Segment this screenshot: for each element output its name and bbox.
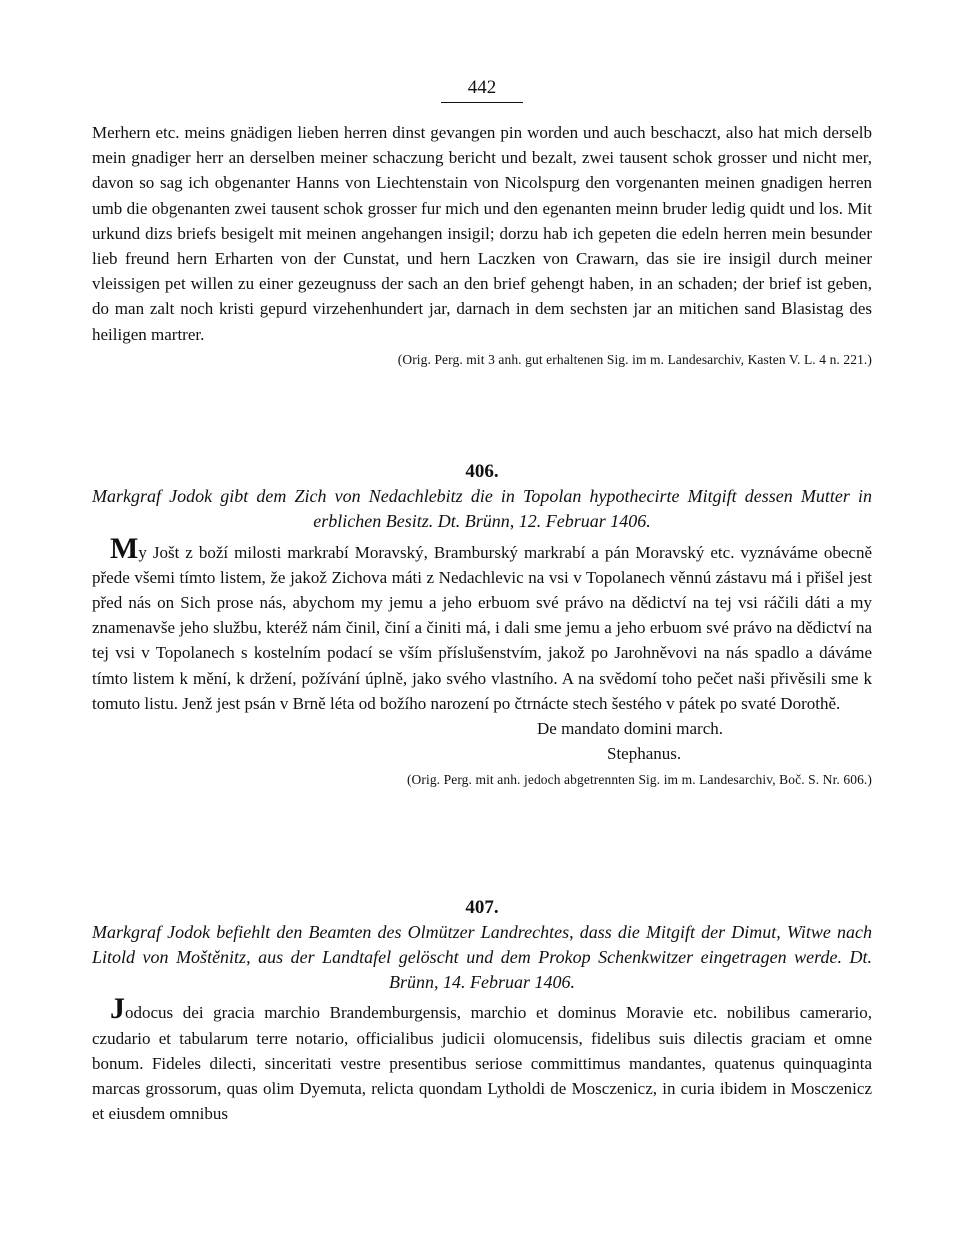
document-page <box>92 76 872 1124</box>
document-406 <box>92 460 872 790</box>
page-number-rule <box>441 102 523 103</box>
page-number: 442 <box>467 77 497 98</box>
initial-letter: J <box>110 992 125 1026</box>
document-text-body: odocus dei gracia marchio Brandemburgensis, marchio et dominus Moravie etc. nobilibus camerario, czudario et tabularum terre notario, officialibus judicii olomucensis, fidelibus suis dilectis graciam et omne bonum. Fideles dilecti, sinceritati vestre presentibus seriose committimus mandantes, quatenus quinquaginta marcas grossorum, quas olim Dyemuta, relicta quondam Lytholdi de Mosczenicz, in curia ibidem in Mosczenicz et eiusdem omnibus <box>92 1003 872 1124</box>
document-number: 406. <box>465 461 499 482</box>
document-heading: Markgraf Jodok gibt dem Zich von Nedachlebitz die in Topolan hypothecirte Mitgift dessen Mutter in erblichen Besitz. Dt. Brünn, 12. Februar 1406. <box>92 486 872 531</box>
document-heading: Markgraf Jodok befiehlt den Beamten des Olmützer Landrechtes, dass die Mitgift der Dimut, Witwe nach Litold von Moštěnitz, aus der Landtafel gelöscht und dem Prokop Schenkwitzer eingetragen werde. Dt. Brünn, 14. Februar 1406. <box>92 922 872 992</box>
source-note: (Orig. Perg. mit anh. jedoch abgetrennten Sig. im m. Landesarchiv, Boč. S. Nr. 606.) <box>406 772 872 788</box>
document-number: 407. <box>465 897 499 918</box>
initial-letter: M <box>110 531 139 565</box>
source-note: (Orig. Perg. mit 3 anh. gut erhaltenen Sig. im m. Landesarchiv, Kasten V. L. 4 n. 221.) <box>397 351 872 367</box>
document-407 <box>92 896 872 1126</box>
signature-line: De mandato domini march. <box>537 719 724 739</box>
document-text-body: y Jošt z boží milosti markrabí Moravský, Bramburský markrabí a pán Moravský etc. vyznáváme obecně přede všemi tímto listem, že jakož Zichova máti z Nedachlevic na vsi v Topolanech věnnú zástavu má i přišel jest před nás on Sich prose nás, abychom my jemu a jeho erbuom své právo na dědictví na tej vsi ráčili dáti a my znamenavše jeho službu, kteréž nám činil, činí a činiti má, i dali sme jemu a jeho erbuom své právo na dědictví na tej vsi v Topolanech s kostelním podací se vším příslušenstvím, jakož po Jarohněvovi na nás spadlo a dáváme tímto listem k mění, k držení, požívání úplně, jako svého vlastního. A na svědomí toho pečet naši přivěsili sme k tomuto listu. Jenž jest psán v Brně léta od božího narození po čtrnácte stech šestého v pátek po svaté Dorothě. <box>92 542 872 713</box>
signature-name: Stephanus. <box>607 744 682 764</box>
document-text <box>92 992 872 1126</box>
continuation-section <box>92 120 872 370</box>
document-text <box>92 531 872 716</box>
continuation-text: Merhern etc. meins gnädigen lieben herren dinst gevangen pin worden und auch beschaczt, also hat mich derselb mein gnadiger herr an derselben meiner schaczung bericht und bezalt, zwei tausent schok grosser und nicht mer, davon so sag ich obgenanter Hanns von Liechtenstain von Nicolspurg den vorgenanten meinen gnadigen herren umb die obgenanten zwei tausent schok grosser fur mich und den egenanten meinn bruder ledig quidt und los. Mit urkund dizs briefs besigelt mit meinen angehangen insigil; dorzu hab ich gepeten die edeln herren mein besunder lieb freund hern Erharten von der Cunstat, und hern Laczken von Crawarn, das sie ire insigil durch meiner vleissigen pet willen zu einer gezeugnuss der sach an den brief gehengt haben, in an schaden; der brief ist geben, do man zalt noch kristi gepurd virzehenhundert jar, darnach in dem sechsten jar an mitichen sand Blasistag des heiligen martrer. <box>92 123 872 344</box>
